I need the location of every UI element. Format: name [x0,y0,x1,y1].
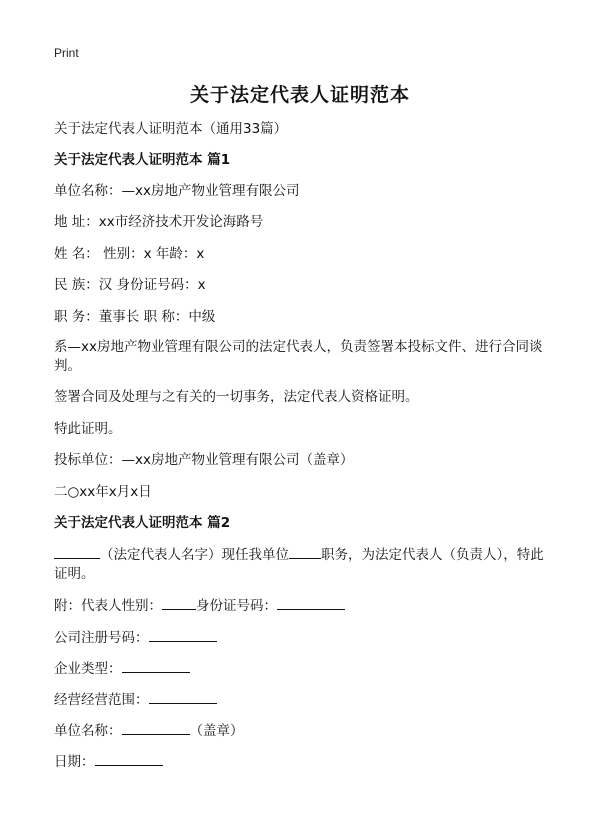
attachment-line [54,596,554,615]
registration-line [54,628,554,647]
address-line: 地 址：xx市经济技术开发论海路号 [54,214,264,230]
unit-name-blank [122,721,190,735]
business-scope-line [54,690,554,709]
date-line: 二○xx年x月x日 [54,484,152,500]
date-blank [95,752,163,766]
statement-part-2: 职务，为法定代表人（负责人），特此证明。 [54,547,544,582]
ethnicity-id-line: 民 族：汉 身份证号码：x [54,277,206,293]
gender-label: 附：代表人性别： [54,598,162,614]
unit-name-seal-line [54,721,554,740]
statement-paragraph [54,545,550,584]
business-scope-blank [149,690,217,704]
business-scope-label: 经营经营范围： [54,692,149,708]
statement-part-1: （法定代表人名字）现任我单位 [100,547,289,563]
gender-blank [162,596,196,610]
bidder-line: 投标单位：—xx房地产物业管理有限公司（盖章） [54,452,354,468]
section-1-heading: 关于法定代表人证明范本 篇1 [54,152,231,168]
body-paragraph-1: 系—xx房地产物业管理有限公司的法定代表人，负责签署本投标文件、进行合同谈判。 [54,339,543,374]
page-title: 关于法定代表人证明范本 [189,84,410,106]
registration-label: 公司注册号码： [54,630,149,646]
document-subtitle: 关于法定代表人证明范本（通用33篇） [54,121,288,137]
seal-label: （盖章） [189,723,244,739]
enterprise-type-label: 企业类型： [54,661,122,677]
enterprise-type-line [54,659,554,678]
print-label: Print [54,46,79,60]
section-2-heading: 关于法定代表人证明范本 篇2 [54,515,231,531]
representative-name-blank [54,545,100,559]
position-blank [289,545,321,559]
signature-date-line [54,752,554,771]
date-label: 日期： [54,754,95,770]
body-paragraph-2: 签署合同及处理与之有关的一切事务，法定代表人资格证明。 [54,389,419,405]
enterprise-type-blank [122,659,190,673]
registration-blank [149,628,217,642]
id-number-label: 身份证号码： [196,598,277,614]
unit-name-label: 单位名称： [54,723,122,739]
unit-name-line: 单位名称：—xx房地产物业管理有限公司 [54,183,300,199]
name-gender-age-line: 姓 名： 性别：x 年龄：x [54,246,205,262]
id-number-blank [277,596,345,610]
position-title-line: 职 务：董事长 职 称：中级 [54,309,216,325]
certification-statement: 特此证明。 [54,421,122,437]
